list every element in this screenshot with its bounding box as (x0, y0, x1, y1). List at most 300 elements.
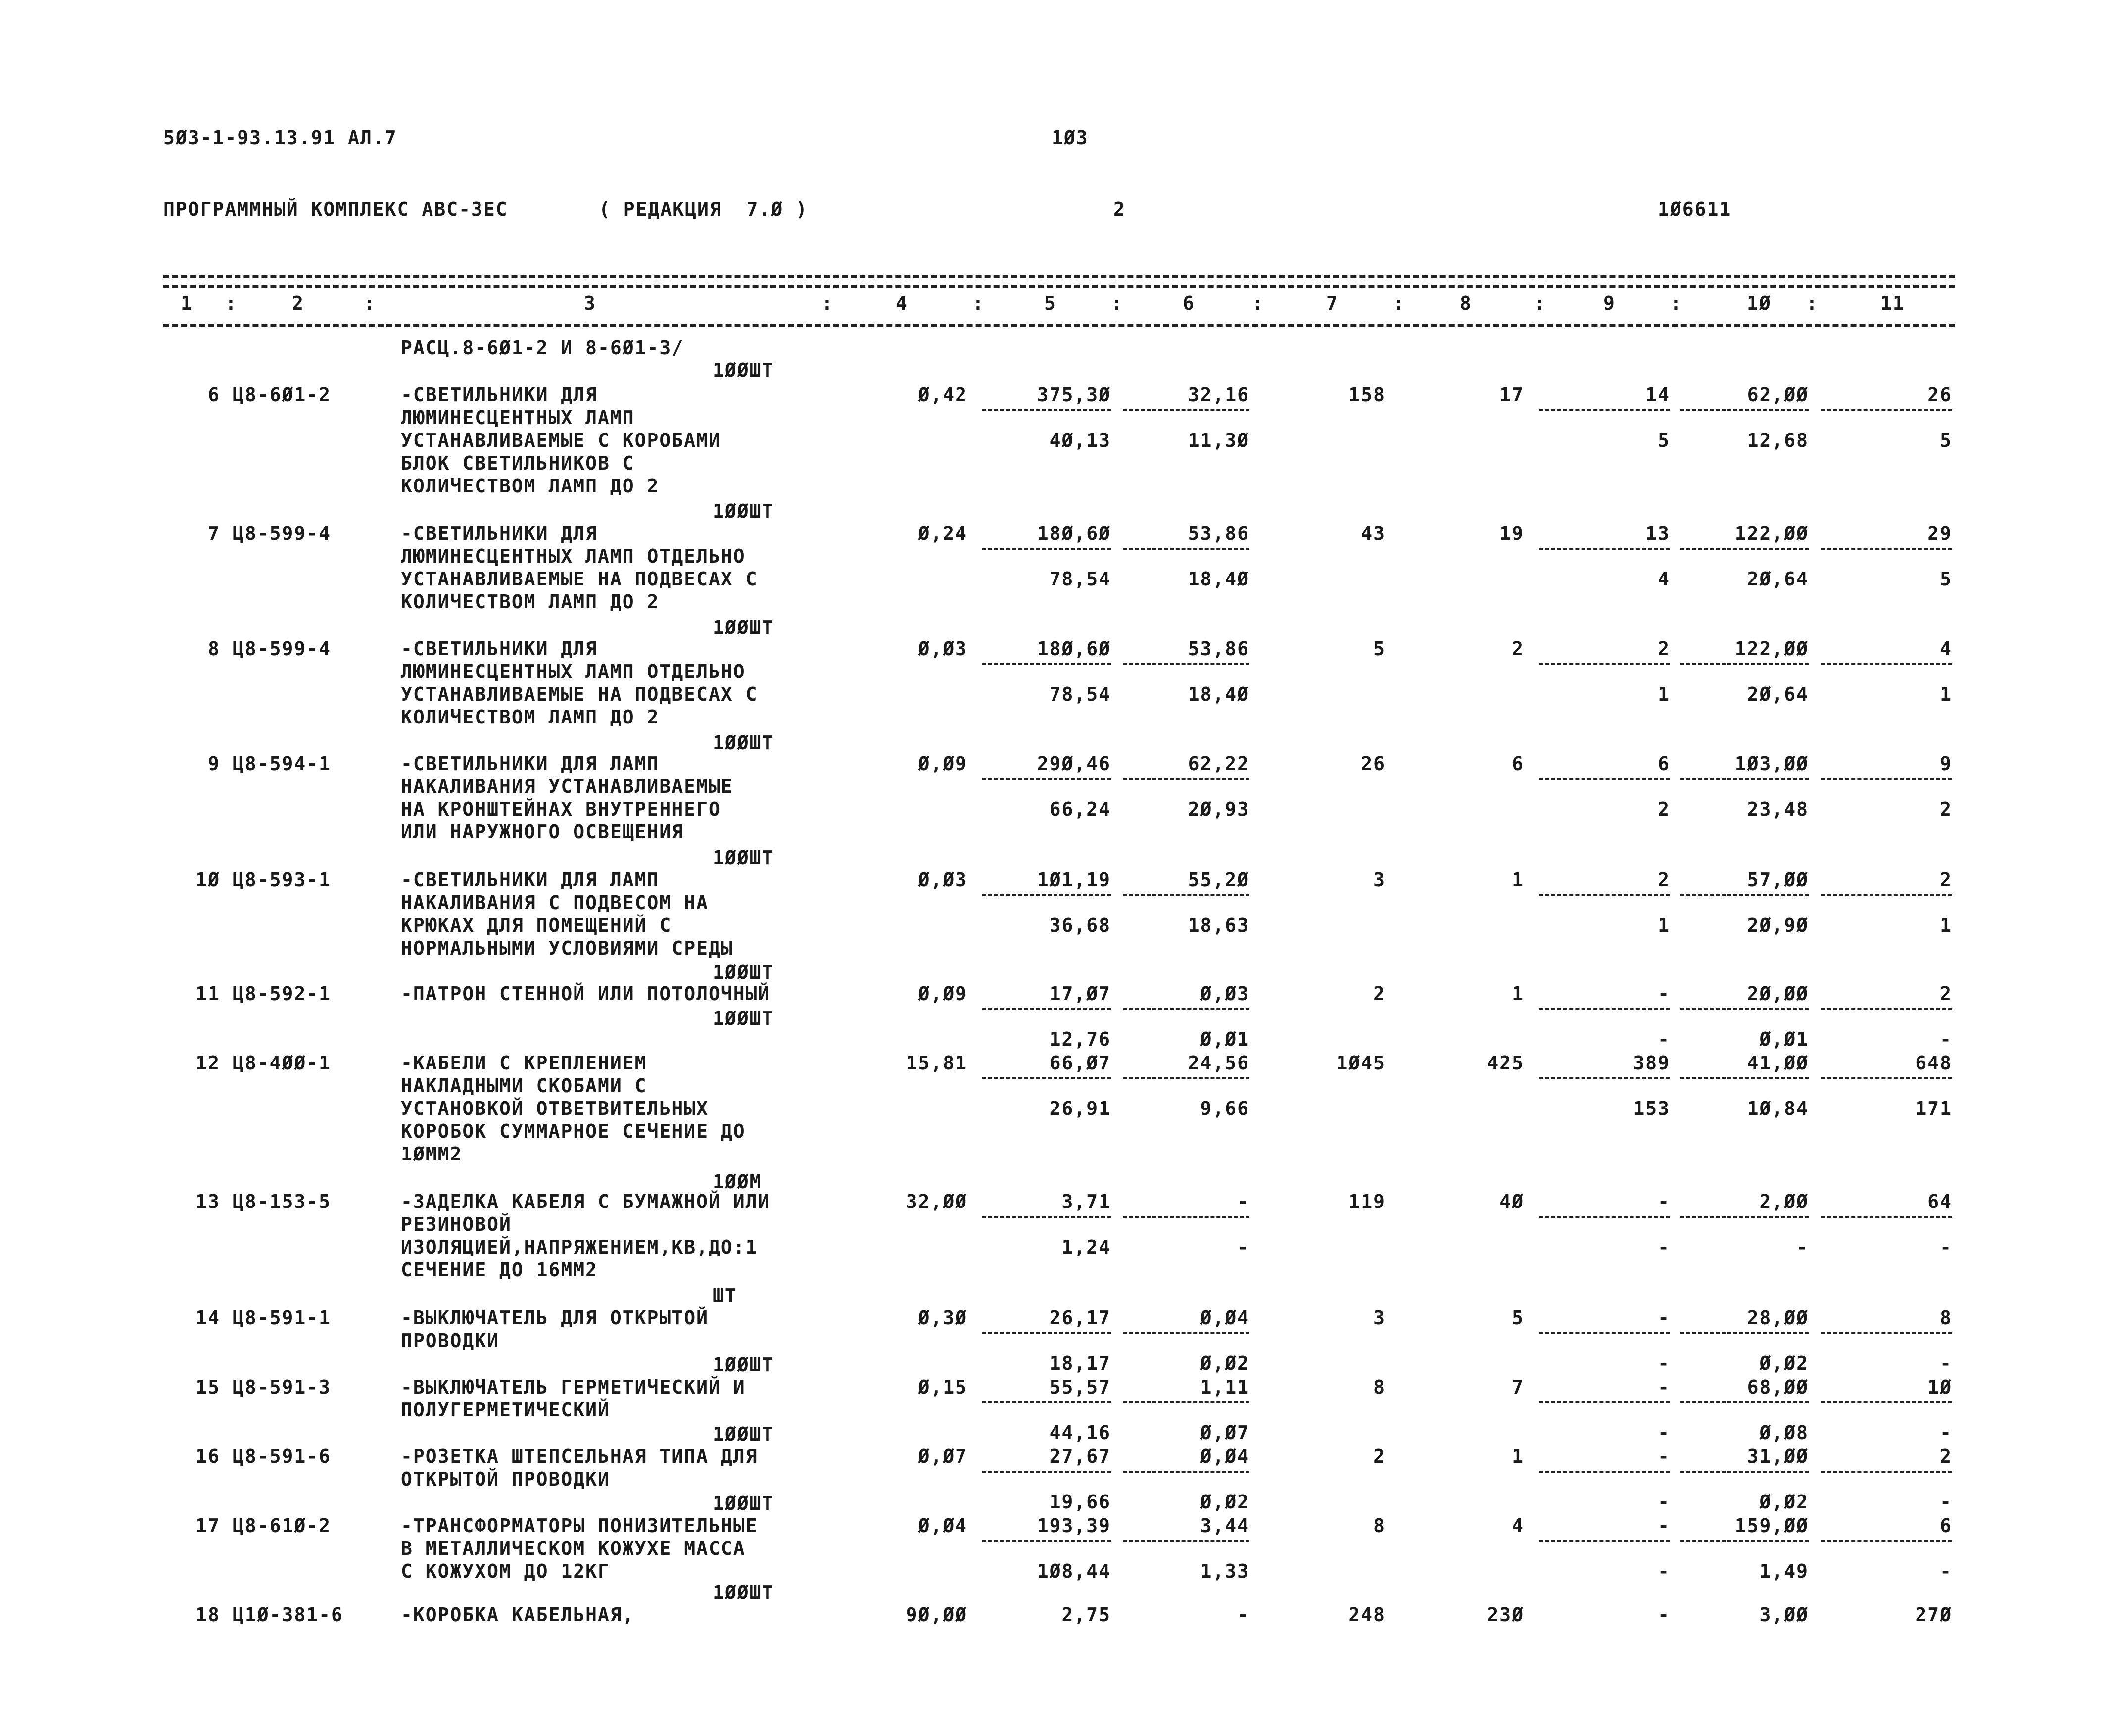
machinist-labor-unit: Ø,Ø8 (1759, 1422, 1809, 1444)
total-cost: 8 (1373, 1376, 1386, 1398)
machines-total: - (1658, 1376, 1670, 1398)
row-code: Ц8-599-4 (233, 523, 332, 544)
program-name: ПРОГРАММНЫЙ КОМПЛЕКС АВС-3ЕС (163, 198, 508, 220)
labor-unit: 1Ø3,ØØ (1734, 753, 1809, 774)
unit-cost-total: 66,Ø7 (1049, 1052, 1111, 1074)
description-line: -ЗАДЕЛКА КАБЕЛЯ С БУМАЖНОЙ ИЛИ (401, 1191, 770, 1212)
edition: ( РЕДАКЦИЯ 7.Ø ) (599, 198, 808, 220)
row-unit: 1ØØШТ (713, 847, 774, 868)
row-number: 15 (195, 1376, 220, 1398)
row-description (401, 868, 896, 960)
subtotal-divider (1123, 778, 1249, 780)
subtotal-divider (1539, 1216, 1670, 1218)
subtotal-divider (982, 894, 1111, 896)
subtotal-divider (1539, 1077, 1670, 1079)
machine-wages-total: - (1658, 1352, 1670, 1374)
column-header-3: 3 (584, 292, 596, 314)
subtotal-divider (1680, 1401, 1809, 1403)
quantity: 15,81 (906, 1052, 967, 1074)
subtotal-divider (1821, 778, 1952, 780)
subtotal-divider (1680, 409, 1809, 411)
labor-unit: 122,ØØ (1734, 523, 1809, 544)
subtotal-divider (982, 1540, 1111, 1542)
description-line: ЛЮМИНЕСЦЕНТНЫХ ЛАМП ОТДЕЛЬНО (401, 661, 746, 682)
subtotal-divider (982, 778, 1111, 780)
machine-wages-per-unit: Ø,Ø2 (1200, 1352, 1249, 1374)
subtotal-divider (1539, 409, 1670, 411)
machine-wages-total: 1 (1658, 683, 1670, 705)
top-rule (163, 275, 1955, 278)
quantity: Ø,Ø4 (918, 1515, 967, 1537)
subtotal-divider (982, 1401, 1111, 1403)
quantity: Ø,Ø9 (918, 753, 967, 774)
row-number: 16 (195, 1446, 220, 1467)
subtotal-divider (1680, 1216, 1809, 1218)
row-code: Ц8-592-1 (233, 983, 332, 1005)
subtotal-divider (1821, 409, 1952, 411)
description-line: КОРОБОК СУММАРНОЕ СЕЧЕНИЕ ДО (401, 1120, 746, 1142)
column-separator: : (1393, 292, 1405, 314)
labor-total: 1Ø (1927, 1376, 1952, 1398)
labor-unit: 68,ØØ (1747, 1376, 1809, 1398)
machinist-labor-unit: 1Ø,84 (1747, 1098, 1809, 1119)
subtotal-divider (1123, 1216, 1249, 1218)
description-line: -РОЗЕТКА ШТЕПСЕЛЬНАЯ ТИПА ДЛЯ (401, 1446, 758, 1467)
unit-cost-machines: - (1237, 1604, 1249, 1626)
subtotal-divider (1821, 1471, 1952, 1473)
machines-total: 13 (1645, 523, 1670, 544)
machine-wages-per-unit: 9,66 (1200, 1098, 1249, 1119)
subtotal-divider (1680, 778, 1809, 780)
doc-code: 5Ø3-1-93.13.91 АЛ.7 (163, 127, 397, 148)
description-line: ПОЛУГЕРМЕТИЧЕСКИЙ (401, 1399, 610, 1421)
unit-cost-machines: 53,86 (1188, 523, 1249, 544)
total-wages: 7 (1512, 1376, 1524, 1398)
machinist-labor-total: 1 (1940, 683, 1952, 705)
row-description (401, 522, 896, 613)
row-code: Ц8-591-3 (233, 1376, 332, 1398)
machinist-labor-total: - (1940, 1422, 1952, 1444)
row-number: 12 (195, 1052, 220, 1074)
sheet-number: 2 (1113, 198, 1126, 220)
subtotal-divider (1680, 894, 1809, 896)
subtotal-divider (1539, 1540, 1670, 1542)
machinist-labor-total: 1 (1940, 915, 1952, 936)
machine-wages-total: 153 (1633, 1098, 1670, 1119)
subtotal-divider (1680, 548, 1809, 550)
machine-wages-total: 2 (1658, 798, 1670, 820)
machine-wages-total: - (1658, 1491, 1670, 1513)
description-line: 1ØММ2 (401, 1143, 463, 1165)
unit-cost-machines: 32,16 (1188, 384, 1249, 406)
machines-total: - (1658, 1604, 1670, 1626)
description-line: -КОРОБКА КАБЕЛЬНАЯ, (401, 1604, 635, 1626)
unit-cost-total: 193,39 (1037, 1515, 1111, 1537)
column-separator: : (1111, 292, 1123, 314)
total-cost: 5 (1373, 638, 1386, 660)
quantity: Ø,Ø9 (918, 983, 967, 1005)
total-cost: 8 (1373, 1515, 1386, 1537)
subtotal-divider (1123, 1471, 1249, 1473)
unit-cost-machines: Ø,Ø4 (1200, 1307, 1249, 1329)
machines-total: - (1658, 1515, 1670, 1537)
machine-wages-total: - (1658, 1028, 1670, 1050)
subtotal-divider (1821, 1540, 1952, 1542)
row-number: 17 (195, 1515, 220, 1537)
machinist-labor-unit: 2Ø,64 (1747, 683, 1809, 705)
wages-per-unit: 36,68 (1049, 915, 1111, 936)
row-unit: 1ØØШТ (713, 617, 774, 638)
row-unit: 1ØØМ (713, 1171, 762, 1193)
row-description (401, 384, 896, 497)
machinist-labor-unit: 23,48 (1747, 798, 1809, 820)
machinist-labor-total: 5 (1940, 430, 1952, 451)
machine-wages-per-unit: 18,63 (1188, 915, 1249, 936)
labor-total: 648 (1915, 1052, 1952, 1074)
object-code: 1Ø6611 (1658, 198, 1732, 220)
machinist-labor-total: - (1940, 1236, 1952, 1258)
subtotal-divider (982, 663, 1111, 665)
subtotal-divider (982, 1332, 1111, 1334)
machines-total: 14 (1645, 384, 1670, 406)
description-line: УСТАНАВЛИВАЕМЫЕ НА ПОДВЕСАХ С (401, 683, 758, 705)
description-line: С КОЖУХОМ ДО 12КГ (401, 1560, 610, 1582)
machine-wages-total: 1 (1658, 915, 1670, 936)
row-number: 11 (195, 983, 220, 1005)
wages-per-unit: 1,24 (1061, 1236, 1111, 1258)
subtotal-divider (1680, 1077, 1809, 1079)
labor-unit: 3,ØØ (1759, 1604, 1809, 1626)
row-description (401, 1306, 896, 1352)
description-line: -СВЕТИЛЬНИКИ ДЛЯ ЛАМП (401, 869, 660, 891)
subtotal-divider (982, 1008, 1111, 1010)
machine-wages-total: 4 (1658, 568, 1670, 590)
description-line: УСТАНОВКОЙ ОТВЕТВИТЕЛЬНЫХ (401, 1098, 709, 1119)
unit-cost-total: 2,75 (1061, 1604, 1111, 1626)
description-line: ЛЮМИНЕСЦЕНТНЫХ ЛАМП (401, 407, 635, 429)
subtotal-divider (1123, 409, 1249, 411)
description-line: ЛЮМИНЕСЦЕНТНЫХ ЛАМП ОТДЕЛЬНО (401, 545, 746, 567)
row-unit: 1ØØШТ (713, 500, 774, 522)
row-unit: ШТ (713, 1285, 737, 1306)
unit-cost-total: 18Ø,6Ø (1037, 638, 1111, 660)
column-header-5: 5 (1044, 292, 1056, 314)
subtotal-divider (982, 1077, 1111, 1079)
row-number: 9 (208, 753, 220, 774)
description-line: НА КРОНШТЕЙНАХ ВНУТРЕННЕГО (401, 798, 721, 820)
description-line: В МЕТАЛЛИЧЕСКОМ КОЖУХЕ МАССА (401, 1538, 746, 1559)
row-number: 14 (195, 1307, 220, 1329)
row-code: Ц8-591-6 (233, 1446, 332, 1467)
subtotal-divider (1680, 663, 1809, 665)
top-rule-2 (163, 285, 1955, 288)
quantity: Ø,Ø7 (918, 1446, 967, 1467)
subtotal-divider (1123, 1401, 1249, 1403)
machine-wages-per-unit: 2Ø,93 (1188, 798, 1249, 820)
machines-total: 6 (1658, 753, 1670, 774)
unit-cost-machines: Ø,Ø3 (1200, 983, 1249, 1005)
column-header-8: 8 (1460, 292, 1472, 314)
machinist-labor-unit: Ø,Ø2 (1759, 1352, 1809, 1374)
description-line: ОТКРЫТОЙ ПРОВОДКИ (401, 1468, 610, 1490)
column-header-2: 2 (292, 292, 304, 314)
machine-wages-total: - (1658, 1422, 1670, 1444)
unit-cost-total: 27,67 (1049, 1446, 1111, 1467)
machines-total: - (1658, 1307, 1670, 1329)
unit-cost-total: 17,Ø7 (1049, 983, 1111, 1005)
row-code: Ц8-591-1 (233, 1307, 332, 1329)
description-line: БЛОК СВЕТИЛЬНИКОВ С (401, 452, 635, 474)
subtotal-divider (982, 409, 1111, 411)
subtotal-divider (1680, 1008, 1809, 1010)
subtotal-divider (1539, 1471, 1670, 1473)
subtotal-divider (1123, 548, 1249, 550)
machine-wages-per-unit: 1,33 (1200, 1560, 1249, 1582)
subtotal-divider (1123, 1332, 1249, 1334)
unit-cost-machines: Ø,Ø4 (1200, 1446, 1249, 1467)
preamble-unit: 1ØØШТ (713, 359, 774, 381)
row-description (401, 1514, 896, 1583)
total-wages: 23Ø (1487, 1604, 1524, 1626)
machine-wages-total: - (1658, 1560, 1670, 1582)
column-separator: : (1670, 292, 1682, 314)
description-line: КРЮКАХ ДЛЯ ПОМЕЩЕНИЙ С (401, 915, 672, 936)
machinist-labor-unit: Ø,Ø1 (1759, 1028, 1809, 1050)
machinist-labor-unit: 12,68 (1747, 430, 1809, 451)
row-unit: 1ØØШТ (713, 962, 774, 983)
description-line: -СВЕТИЛЬНИКИ ДЛЯ ЛАМП (401, 753, 660, 774)
row-code: Ц1Ø-381-6 (233, 1604, 343, 1626)
total-wages: 5 (1512, 1307, 1524, 1329)
labor-total: 27Ø (1915, 1604, 1952, 1626)
row-number: 13 (195, 1191, 220, 1212)
row-description (401, 1376, 896, 1421)
labor-total: 2 (1940, 869, 1952, 891)
subtotal-divider (1539, 1008, 1670, 1010)
subtotal-divider (1539, 1401, 1670, 1403)
row-description (401, 752, 896, 843)
description-line: -СВЕТИЛЬНИКИ ДЛЯ (401, 384, 598, 406)
labor-total: 2 (1940, 1446, 1952, 1467)
unit-cost-machines: 1,11 (1200, 1376, 1249, 1398)
row-unit: 1ØØШТ (713, 1423, 774, 1445)
subtotal-divider (1821, 548, 1952, 550)
machinist-labor-total: 171 (1915, 1098, 1952, 1119)
total-cost: 26 (1361, 753, 1386, 774)
labor-total: 29 (1927, 523, 1952, 544)
labor-unit: 122,ØØ (1734, 638, 1809, 660)
machinist-labor-unit: 2Ø,64 (1747, 568, 1809, 590)
subtotal-divider (1123, 894, 1249, 896)
subtotal-divider (1680, 1332, 1809, 1334)
column-separator: : (821, 292, 834, 314)
subtotal-divider (1539, 778, 1670, 780)
description-line: -ВЫКЛЮЧАТЕЛЬ ГЕРМЕТИЧЕСКИЙ И (401, 1376, 746, 1398)
subtotal-divider (1680, 1540, 1809, 1542)
description-line: РЕЗИНОВОЙ (401, 1213, 512, 1235)
machinist-labor-total: - (1940, 1352, 1952, 1374)
subtotal-divider (1539, 1332, 1670, 1334)
row-unit: 1ØØШТ (713, 1354, 774, 1376)
row-unit: 1ØØШТ (713, 732, 774, 754)
unit-cost-machines: 24,56 (1188, 1052, 1249, 1074)
machinist-labor-unit: - (1796, 1236, 1809, 1258)
subtotal-divider (1821, 1077, 1952, 1079)
machines-total: 389 (1633, 1052, 1670, 1074)
labor-total: 8 (1940, 1307, 1952, 1329)
row-description (401, 1190, 896, 1281)
wages-per-unit: 78,54 (1049, 568, 1111, 590)
page-number: 1Ø3 (1052, 127, 1089, 148)
column-separator: : (972, 292, 985, 314)
machines-total: - (1658, 983, 1670, 1005)
description-line: ИЛИ НАРУЖНОГО ОСВЕЩЕНИЯ (401, 821, 684, 843)
labor-total: 26 (1927, 384, 1952, 406)
total-wages: 4Ø (1499, 1191, 1524, 1212)
row-number: 6 (208, 384, 220, 406)
description-line: СЕЧЕНИЕ ДО 16ММ2 (401, 1259, 598, 1281)
wages-per-unit: 12,76 (1049, 1028, 1111, 1050)
subtotal-divider (1123, 1540, 1249, 1542)
total-cost: 1Ø45 (1336, 1052, 1386, 1074)
row-unit: 1ØØШТ (713, 1582, 774, 1603)
preamble-line: РАСЦ.8-6Ø1-2 И 8-6Ø1-3/ (401, 337, 684, 359)
column-separator: : (1806, 292, 1819, 314)
description-line: НОРМАЛЬНЫМИ УСЛОВИЯМИ СРЕДЫ (401, 937, 733, 959)
description-line: -СВЕТИЛЬНИКИ ДЛЯ (401, 523, 598, 544)
unit-cost-machines: 53,86 (1188, 638, 1249, 660)
quantity: 32,ØØ (906, 1191, 967, 1212)
unit-cost-total: 26,17 (1049, 1307, 1111, 1329)
total-cost: 3 (1373, 869, 1386, 891)
unit-cost-total: 1Ø1,19 (1037, 869, 1111, 891)
quantity: Ø,Ø3 (918, 869, 967, 891)
row-code: Ц8-4ØØ-1 (233, 1052, 332, 1074)
row-description (401, 1603, 896, 1626)
total-wages: 425 (1487, 1052, 1524, 1074)
total-cost: 248 (1348, 1604, 1386, 1626)
quantity: 9Ø,ØØ (906, 1604, 967, 1626)
wages-per-unit: 4Ø,13 (1049, 430, 1111, 451)
labor-total: 6 (1940, 1515, 1952, 1537)
machinist-labor-total: - (1940, 1560, 1952, 1582)
row-number: 8 (208, 638, 220, 660)
quantity: Ø,42 (918, 384, 967, 406)
total-cost: 158 (1348, 384, 1386, 406)
machines-total: 2 (1658, 638, 1670, 660)
subtotal-divider (982, 548, 1111, 550)
subtotal-divider (1539, 894, 1670, 896)
description-line: УСТАНАВЛИВАЕМЫЕ НА ПОДВЕСАХ С (401, 568, 758, 590)
row-code: Ц8-599-4 (233, 638, 332, 660)
machine-wages-per-unit: Ø,Ø2 (1200, 1491, 1249, 1513)
labor-unit: 28,ØØ (1747, 1307, 1809, 1329)
labor-unit: 2Ø,ØØ (1747, 983, 1809, 1005)
column-header-4: 4 (896, 292, 908, 314)
description-line: -ПАТРОН СТЕННОЙ ИЛИ ПОТОЛОЧНЫЙ (401, 983, 770, 1005)
total-wages: 1 (1512, 1446, 1524, 1467)
wages-per-unit: 78,54 (1049, 683, 1111, 705)
wages-per-unit: 1Ø8,44 (1037, 1560, 1111, 1582)
machines-total: 2 (1658, 869, 1670, 891)
row-description (401, 1445, 896, 1491)
description-line: КОЛИЧЕСТВОМ ЛАМП ДО 2 (401, 475, 660, 497)
machines-total: - (1658, 1191, 1670, 1212)
total-cost: 119 (1348, 1191, 1386, 1212)
row-number: 1Ø (195, 869, 220, 891)
description-line: НАКАЛИВАНИЯ С ПОДВЕСОМ НА (401, 892, 709, 914)
description-line: УСТАНАВЛИВАЕМЫЕ С КОРОБАМИ (401, 430, 721, 451)
total-wages: 1 (1512, 869, 1524, 891)
machinist-labor-unit: 1,49 (1759, 1560, 1809, 1582)
header-rule (163, 324, 1955, 327)
machine-wages-total: - (1658, 1236, 1670, 1258)
unit-cost-total: 55,57 (1049, 1376, 1111, 1398)
subtotal-divider (1539, 548, 1670, 550)
subtotal-divider (1821, 1332, 1952, 1334)
machinist-labor-unit: 2Ø,9Ø (1747, 915, 1809, 936)
column-header-9: 9 (1603, 292, 1616, 314)
total-cost: 2 (1373, 983, 1386, 1005)
machine-wages-per-unit: 11,3Ø (1188, 430, 1249, 451)
row-code: Ц8-61Ø-2 (233, 1515, 332, 1537)
column-separator: : (364, 292, 376, 314)
labor-unit: 159,ØØ (1734, 1515, 1809, 1537)
total-wages: 4 (1512, 1515, 1524, 1537)
subtotal-divider (1821, 1216, 1952, 1218)
description-line: -КАБЕЛИ С КРЕПЛЕНИЕМ (401, 1052, 647, 1074)
column-header-11: 11 (1880, 292, 1905, 314)
row-code: Ц8-594-1 (233, 753, 332, 774)
unit-cost-machines: 62,22 (1188, 753, 1249, 774)
description-line: -СВЕТИЛЬНИКИ ДЛЯ (401, 638, 598, 660)
labor-unit: 31,ØØ (1747, 1446, 1809, 1467)
column-header-1Ø: 1Ø (1747, 292, 1772, 314)
subtotal-divider (1821, 1008, 1952, 1010)
column-header-1: 1 (181, 292, 193, 314)
row-description (401, 982, 896, 1005)
subtotal-divider (1680, 1471, 1809, 1473)
machinist-labor-total: - (1940, 1028, 1952, 1050)
total-wages: 2 (1512, 638, 1524, 660)
quantity: Ø,3Ø (918, 1307, 967, 1329)
quantity: Ø,15 (918, 1376, 967, 1398)
column-header-7: 7 (1326, 292, 1339, 314)
total-wages: 6 (1512, 753, 1524, 774)
description-line: НАКЛАДНЫМИ СКОБАМИ С (401, 1075, 647, 1097)
unit-cost-machines: 3,44 (1200, 1515, 1249, 1537)
machine-wages-per-unit: Ø,Ø1 (1200, 1028, 1249, 1050)
labor-total: 2 (1940, 983, 1952, 1005)
quantity: Ø,24 (918, 523, 967, 544)
row-code: Ц8-153-5 (233, 1191, 332, 1212)
subtotal-divider (1539, 663, 1670, 665)
total-wages: 1 (1512, 983, 1524, 1005)
subtotal-divider (1821, 894, 1952, 896)
labor-unit: 2,ØØ (1759, 1191, 1809, 1212)
unit-cost-machines: 55,2Ø (1188, 869, 1249, 891)
subtotal-divider (982, 1216, 1111, 1218)
labor-total: 4 (1940, 638, 1952, 660)
column-header-6: 6 (1183, 292, 1195, 314)
total-cost: 2 (1373, 1446, 1386, 1467)
total-wages: 19 (1499, 523, 1524, 544)
subtotal-divider (1821, 1401, 1952, 1403)
labor-unit: 41,ØØ (1747, 1052, 1809, 1074)
subtotal-divider (1821, 663, 1952, 665)
labor-unit: 62,ØØ (1747, 384, 1809, 406)
description-line: КОЛИЧЕСТВОМ ЛАМП ДО 2 (401, 591, 660, 613)
